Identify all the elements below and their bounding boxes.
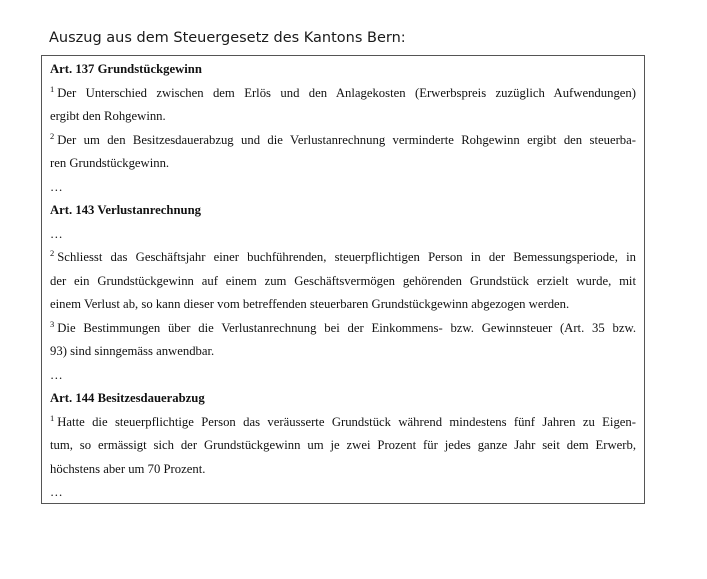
- paragraph-text: Schliesst das Geschäftsjahr einer buchführenden, steuerpflichtigen Person in der Bemessungsperiode, in: [57, 250, 636, 264]
- paragraph-number: 1: [50, 83, 55, 94]
- paragraph-number: 2: [50, 248, 55, 258]
- article-143-para-2-line-1: [50, 246, 636, 270]
- ellipsis: …: [50, 485, 63, 499]
- law-excerpt-box: [41, 55, 645, 504]
- ellipsis: …: [50, 367, 63, 382]
- paragraph-number: 1: [50, 412, 55, 423]
- article-143-heading: Art. 143 Verlustanrechnung: [50, 203, 201, 217]
- ellipsis: …: [50, 179, 63, 194]
- article-144-para-1-line-2: tum, so ermässigt sich der Grundstückgewinn um je zwei Prozent für jedes ganze Jahr seit dem Erwerb,: [50, 438, 636, 452]
- paragraph-text: Hatte die steuerpflichtige Person das veräusserte Grundstück während mindestens fünf Jahren zu Eigen-: [57, 414, 636, 429]
- paragraph-text: Der Unterschied zwischen dem Erlös und den Anlagekosten (Erwerbspreis zuzüglich Aufwendungen): [57, 85, 636, 100]
- ellipsis: …: [50, 226, 63, 241]
- paragraph-text: Der um den Besitzesdauerabzug und die Verlustanrechnung verminderte Rohgewinn ergibt den steuerba-: [57, 132, 636, 147]
- intro-caption: Auszug aus dem Steuergesetz des Kantons Bern:: [49, 30, 406, 46]
- paragraph-number: 2: [50, 130, 55, 141]
- paragraph-text: Die Bestimmungen über die Verlustanrechnung bei der Einkommens- bzw. Gewinnsteuer (Art. 35 bzw.: [57, 320, 636, 335]
- article-143-para-2-line-2: der ein Grundstückgewinn auf einem zum Geschäftsvermögen gehörenden Grundstück erzielt wurde, mit: [50, 273, 636, 288]
- article-137-para-1-line-2: ergibt den Rohgewinn.: [50, 109, 166, 123]
- article-137-para-2-line-1: [50, 129, 636, 153]
- article-137-para-2-line-2: ren Grundstückgewinn.: [50, 156, 170, 170]
- article-137-heading: Art. 137 Grundstückgewinn: [50, 62, 202, 76]
- article-137-para-1-line-1: [50, 82, 636, 106]
- article-144-para-1-line-1: [50, 411, 636, 435]
- article-144-heading: Art. 144 Besitzesdauerabzug: [50, 391, 205, 405]
- article-143-para-3-line-2: 93) sind sinngemäss anwendbar.: [50, 344, 215, 358]
- article-143-para-3-line-1: [50, 317, 636, 341]
- article-144-para-1-line-3: höchstens aber um 70 Prozent.: [50, 461, 206, 476]
- paragraph-number: 3: [50, 318, 55, 329]
- article-143-para-2-line-3: einem Verlust ab, so kann dieser vom betreffenden steuerbaren Grundstückgewinn abgezogen werden.: [50, 297, 570, 311]
